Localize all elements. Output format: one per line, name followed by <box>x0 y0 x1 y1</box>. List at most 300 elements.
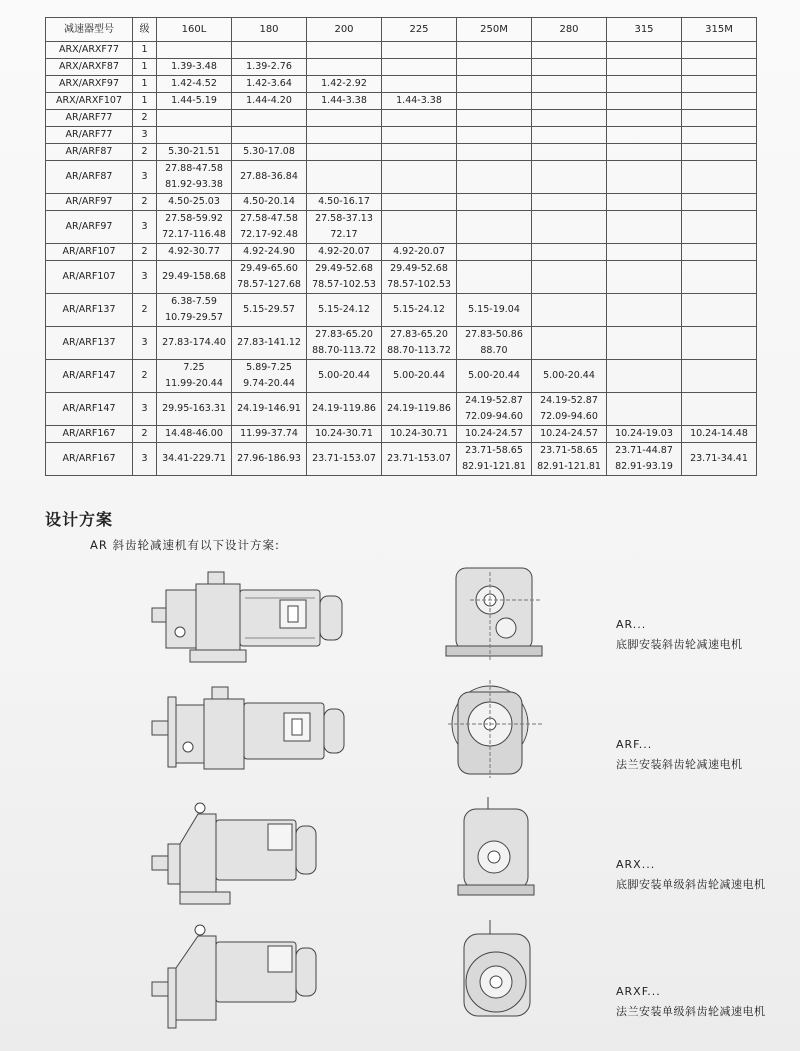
ratio-value: 72.17-92.48 <box>240 229 298 240</box>
ratio-cell <box>307 426 382 443</box>
ratio-cell <box>382 393 457 426</box>
ratio-cell <box>532 443 607 476</box>
ratio-value: 5.89-7.25 <box>246 362 292 373</box>
ratio-cell <box>532 161 607 194</box>
stage-cell: 3 <box>133 327 157 360</box>
ratio-cell <box>682 194 757 211</box>
table-row <box>46 59 757 76</box>
ratio-cell <box>307 144 382 161</box>
ratio-value: 10.24-24.57 <box>465 428 523 439</box>
ratio-cell <box>682 360 757 393</box>
ratio-cell <box>382 294 457 327</box>
ratio-cell <box>382 443 457 476</box>
table-row <box>46 360 757 393</box>
ratio-value: 72.09-94.60 <box>465 411 523 422</box>
column-header: 减速器型号 <box>46 18 133 42</box>
ratio-value: 29.49-158.68 <box>162 271 226 282</box>
ratio-value: 29.95-163.31 <box>162 403 226 414</box>
column-header: 225 <box>382 18 457 42</box>
ratio-cell <box>157 110 232 127</box>
ratio-value: 1.44-3.38 <box>321 95 367 106</box>
column-header: 200 <box>307 18 382 42</box>
ratio-cell <box>532 244 607 261</box>
ratio-cell <box>157 426 232 443</box>
model-cell: ARX/ARXF77 <box>46 42 133 59</box>
ratio-value: 29.49-65.60 <box>240 263 298 274</box>
design-arx <box>616 858 766 892</box>
ratio-cell <box>607 76 682 93</box>
ratio-value: 5.15-24.12 <box>318 304 370 315</box>
ratio-cell <box>457 161 532 194</box>
ratio-cell <box>532 194 607 211</box>
ratio-value: 88.70-113.72 <box>387 345 451 356</box>
ratio-value: 78.57-127.68 <box>237 279 301 290</box>
ratio-value: 88.70-113.72 <box>312 345 376 356</box>
ratio-cell <box>157 76 232 93</box>
ratio-cell <box>532 59 607 76</box>
ratio-cell <box>682 443 757 476</box>
column-header: 160L <box>157 18 232 42</box>
ratio-cell <box>382 327 457 360</box>
ratio-cell <box>382 127 457 144</box>
ratio-cell <box>607 161 682 194</box>
stage-cell: 2 <box>133 294 157 327</box>
ratio-value: 23.71-34.41 <box>690 453 748 464</box>
ratio-cell <box>157 327 232 360</box>
model-cell: AR/ARF137 <box>46 327 133 360</box>
ratio-table <box>45 17 757 476</box>
ratio-cell <box>382 360 457 393</box>
ratio-cell <box>682 393 757 426</box>
ratio-cell <box>382 211 457 244</box>
arf-flange-motor-drawing <box>150 685 350 785</box>
model-cell: ARX/ARXF87 <box>46 59 133 76</box>
ratio-cell <box>232 42 307 59</box>
ratio-cell <box>457 327 532 360</box>
ratio-value: 10.24-30.71 <box>390 428 448 439</box>
arxf-flange-motor-drawing <box>150 920 350 1035</box>
ratio-value: 82.91-93.19 <box>615 461 673 472</box>
ratio-value: 23.71-58.65 <box>465 445 523 456</box>
stage-cell: 2 <box>133 244 157 261</box>
ratio-cell <box>607 393 682 426</box>
ratio-value: 29.49-52.68 <box>315 263 373 274</box>
ratio-cell <box>682 110 757 127</box>
ratio-value: 78.57-102.53 <box>387 279 451 290</box>
ratio-value: 4.92-20.07 <box>393 246 445 257</box>
ratio-value: 5.15-29.57 <box>243 304 295 315</box>
ratio-value: 27.88-47.58 <box>165 163 223 174</box>
ratio-value: 5.00-20.44 <box>318 370 370 381</box>
ratio-cell <box>382 161 457 194</box>
ratio-value: 82.91-121.81 <box>462 461 526 472</box>
column-header: 250M <box>457 18 532 42</box>
ratio-cell <box>607 194 682 211</box>
ratio-cell <box>307 42 382 59</box>
ratio-value: 72.09-94.60 <box>540 411 598 422</box>
ratio-cell <box>532 110 607 127</box>
ratio-value: 88.70 <box>480 345 508 356</box>
ar-foot-motor-drawing <box>150 570 350 670</box>
ratio-cell <box>232 261 307 294</box>
ratio-cell <box>157 127 232 144</box>
ratio-cell <box>532 93 607 110</box>
ratio-cell <box>607 360 682 393</box>
ratio-cell <box>532 393 607 426</box>
design-arf <box>616 738 743 772</box>
ratio-value: 1.44-5.19 <box>171 95 217 106</box>
ratio-cell <box>682 127 757 144</box>
ratio-cell <box>682 261 757 294</box>
table-header-row <box>46 18 757 42</box>
ratio-cell <box>532 327 607 360</box>
ratio-cell <box>532 426 607 443</box>
ratio-cell <box>457 393 532 426</box>
ratio-cell <box>457 93 532 110</box>
ratio-cell <box>682 42 757 59</box>
design-name: 底脚安装斜齿轮减速电机 <box>616 638 743 651</box>
ratio-cell <box>607 426 682 443</box>
ratio-value: 10.24-19.03 <box>615 428 673 439</box>
ratio-cell <box>232 93 307 110</box>
ratio-cell <box>457 110 532 127</box>
ratio-value: 72.17-116.48 <box>162 229 226 240</box>
model-cell: AR/ARF97 <box>46 211 133 244</box>
ratio-value: 1.44-4.20 <box>246 95 292 106</box>
ratio-value: 5.00-20.44 <box>393 370 445 381</box>
stage-cell: 1 <box>133 42 157 59</box>
ratio-cell <box>307 211 382 244</box>
design-name: 法兰安装单级斜齿轮减速电机 <box>616 1005 766 1018</box>
ratio-value: 7.25 <box>183 362 205 373</box>
ratio-value: 29.49-52.68 <box>390 263 448 274</box>
ratio-cell <box>157 211 232 244</box>
ratio-cell <box>232 360 307 393</box>
ratio-cell <box>232 211 307 244</box>
stage-cell: 2 <box>133 194 157 211</box>
table-row <box>46 161 757 194</box>
ratio-cell <box>157 443 232 476</box>
ratio-cell <box>232 76 307 93</box>
table-row <box>46 244 757 261</box>
ratio-value: 27.83-174.40 <box>162 337 226 348</box>
model-cell: AR/ARF107 <box>46 261 133 294</box>
ratio-value: 1.44-3.38 <box>396 95 442 106</box>
stage-cell: 2 <box>133 426 157 443</box>
ratio-cell <box>382 93 457 110</box>
ratio-cell <box>607 93 682 110</box>
table-row <box>46 42 757 59</box>
ratio-cell <box>157 294 232 327</box>
ratio-cell <box>157 244 232 261</box>
ratio-value: 27.58-47.58 <box>240 213 298 224</box>
design-ar <box>616 618 743 652</box>
table-row <box>46 144 757 161</box>
ratio-cell <box>607 59 682 76</box>
ratio-cell <box>607 443 682 476</box>
ratio-cell <box>682 93 757 110</box>
ratio-cell <box>682 327 757 360</box>
model-cell: AR/ARF107 <box>46 244 133 261</box>
table-row <box>46 261 757 294</box>
ratio-value: 27.83-65.20 <box>315 329 373 340</box>
ratio-cell <box>232 59 307 76</box>
ratio-value: 27.96-186.93 <box>237 453 301 464</box>
ratio-cell <box>457 42 532 59</box>
ratio-cell <box>232 426 307 443</box>
ratio-value: 27.83-65.20 <box>390 329 448 340</box>
ratio-value: 23.71-153.07 <box>387 453 451 464</box>
ratio-cell <box>457 294 532 327</box>
ratio-value: 23.71-44.87 <box>615 445 673 456</box>
ratio-cell <box>307 294 382 327</box>
ratio-value: 1.39-2.76 <box>246 61 292 72</box>
stage-cell: 2 <box>133 110 157 127</box>
ratio-cell <box>607 327 682 360</box>
ratio-cell <box>532 127 607 144</box>
ratio-cell <box>382 194 457 211</box>
ratio-cell <box>307 161 382 194</box>
ratio-cell <box>682 211 757 244</box>
ratio-value: 81.92-93.38 <box>165 179 223 190</box>
ratio-value: 5.30-21.51 <box>168 146 220 157</box>
stage-cell: 1 <box>133 76 157 93</box>
ratio-cell <box>607 261 682 294</box>
table-row <box>46 93 757 110</box>
model-cell: AR/ARF147 <box>46 360 133 393</box>
ratio-cell <box>607 42 682 59</box>
stage-cell: 3 <box>133 211 157 244</box>
ratio-cell <box>532 294 607 327</box>
model-cell: AR/ARF87 <box>46 144 133 161</box>
ratio-cell <box>682 161 757 194</box>
ratio-cell <box>607 144 682 161</box>
stage-cell: 3 <box>133 261 157 294</box>
ratio-value: 4.50-20.14 <box>243 196 295 207</box>
ratio-cell <box>382 244 457 261</box>
ratio-value: 4.92-30.77 <box>168 246 220 257</box>
ratio-cell <box>307 327 382 360</box>
ratio-cell <box>457 261 532 294</box>
ratio-cell <box>532 76 607 93</box>
column-header: 315 <box>607 18 682 42</box>
ratio-value: 23.71-153.07 <box>312 453 376 464</box>
ratio-cell <box>532 211 607 244</box>
ratio-cell <box>232 327 307 360</box>
column-header: 180 <box>232 18 307 42</box>
ratio-cell <box>307 393 382 426</box>
ratio-cell <box>232 443 307 476</box>
ratio-cell <box>682 76 757 93</box>
section-subtitle: AR 斜齿轮减速机有以下设计方案: <box>90 538 280 552</box>
ratio-cell <box>457 76 532 93</box>
ratio-cell <box>307 59 382 76</box>
table-row <box>46 127 757 144</box>
stage-cell: 2 <box>133 144 157 161</box>
ratio-value: 27.58-37.13 <box>315 213 373 224</box>
stage-cell: 1 <box>133 93 157 110</box>
ratio-cell <box>307 110 382 127</box>
stage-cell: 1 <box>133 59 157 76</box>
ratio-value: 82.91-121.81 <box>537 461 601 472</box>
stage-cell: 3 <box>133 443 157 476</box>
stage-cell: 2 <box>133 360 157 393</box>
ratio-cell <box>157 144 232 161</box>
design-name: 底脚安装单级斜齿轮减速电机 <box>616 878 766 891</box>
ratio-cell <box>457 244 532 261</box>
model-cell: AR/ARF137 <box>46 294 133 327</box>
ratio-cell <box>232 244 307 261</box>
design-code: ARF... <box>616 738 653 751</box>
ratio-cell <box>157 161 232 194</box>
ratio-value: 1.42-4.52 <box>171 78 217 89</box>
design-code: ARX... <box>616 858 656 871</box>
ratio-value: 10.79-29.57 <box>165 312 223 323</box>
ratio-value: 24.19-119.86 <box>387 403 451 414</box>
ratio-cell <box>157 360 232 393</box>
ratio-cell <box>232 294 307 327</box>
ratio-cell <box>682 294 757 327</box>
model-cell: AR/ARF77 <box>46 110 133 127</box>
ratio-cell <box>232 110 307 127</box>
model-cell: AR/ARF167 <box>46 426 133 443</box>
ratio-cell <box>607 110 682 127</box>
ratio-value: 23.71-58.65 <box>540 445 598 456</box>
ratio-value: 78.57-102.53 <box>312 279 376 290</box>
ratio-value: 10.24-24.57 <box>540 428 598 439</box>
ratio-value: 4.92-20.07 <box>318 246 370 257</box>
ratio-value: 27.83-141.12 <box>237 337 301 348</box>
ratio-value: 4.92-24.90 <box>243 246 295 257</box>
ar-front-view-drawing <box>440 562 550 662</box>
column-header: 级 <box>133 18 157 42</box>
ratio-value: 4.50-16.17 <box>318 196 370 207</box>
stage-cell: 3 <box>133 127 157 144</box>
ratio-cell <box>532 42 607 59</box>
ratio-cell <box>307 261 382 294</box>
model-cell: AR/ARF167 <box>46 443 133 476</box>
column-header: 315M <box>682 18 757 42</box>
stage-cell: 3 <box>133 393 157 426</box>
ratio-value: 72.17 <box>330 229 358 240</box>
ratio-value: 27.83-50.86 <box>465 329 523 340</box>
ratio-cell <box>682 244 757 261</box>
table-row <box>46 443 757 476</box>
design-code: AR... <box>616 618 647 631</box>
model-cell: AR/ARF87 <box>46 161 133 194</box>
ratio-cell <box>457 59 532 76</box>
ratio-value: 9.74-20.44 <box>243 378 295 389</box>
ratio-cell <box>457 211 532 244</box>
ratio-value: 1.42-2.92 <box>321 78 367 89</box>
ratio-cell <box>157 93 232 110</box>
ratio-cell <box>607 244 682 261</box>
ratio-cell <box>232 144 307 161</box>
ratio-cell <box>607 211 682 244</box>
ratio-value: 11.99-37.74 <box>240 428 298 439</box>
ratio-value: 34.41-229.71 <box>162 453 226 464</box>
model-cell: AR/ARF147 <box>46 393 133 426</box>
ratio-value: 10.24-30.71 <box>315 428 373 439</box>
ratio-cell <box>457 443 532 476</box>
table-row <box>46 194 757 211</box>
ratio-cell <box>157 59 232 76</box>
ratio-cell <box>307 93 382 110</box>
ratio-cell <box>532 144 607 161</box>
ratio-cell <box>307 76 382 93</box>
ratio-cell <box>682 144 757 161</box>
ratio-cell <box>607 127 682 144</box>
ratio-cell <box>232 161 307 194</box>
ratio-cell <box>682 426 757 443</box>
table-row <box>46 76 757 93</box>
ratio-value: 10.24-14.48 <box>690 428 748 439</box>
ratio-value: 1.42-3.64 <box>246 78 292 89</box>
ratio-cell <box>157 42 232 59</box>
ratio-value: 5.15-19.04 <box>468 304 520 315</box>
ratio-cell <box>232 194 307 211</box>
ratio-cell <box>382 110 457 127</box>
ratio-cell <box>532 261 607 294</box>
table-row <box>46 211 757 244</box>
ratio-cell <box>307 194 382 211</box>
ratio-cell <box>307 244 382 261</box>
ratio-cell <box>382 261 457 294</box>
ratio-value: 24.19-119.86 <box>312 403 376 414</box>
design-code: ARXF... <box>616 985 661 998</box>
ratio-value: 24.19-146.91 <box>237 403 301 414</box>
model-cell: AR/ARF97 <box>46 194 133 211</box>
arxf-front-view-drawing <box>450 918 550 1033</box>
table-row <box>46 327 757 360</box>
ratio-cell <box>157 261 232 294</box>
arf-front-view-drawing <box>440 678 550 788</box>
model-cell: AR/ARF77 <box>46 127 133 144</box>
ratio-cell <box>457 127 532 144</box>
model-cell: ARX/ARXF97 <box>46 76 133 93</box>
ratio-value: 27.88-36.84 <box>240 171 298 182</box>
ratio-value: 6.38-7.59 <box>171 296 217 307</box>
table-row <box>46 393 757 426</box>
ratio-value: 1.39-3.48 <box>171 61 217 72</box>
ratio-value: 24.19-52.87 <box>540 395 598 406</box>
table-row <box>46 294 757 327</box>
section-title: 设计方案 <box>45 510 114 529</box>
ratio-cell <box>232 127 307 144</box>
ratio-value: 4.50-25.03 <box>168 196 220 207</box>
arx-front-view-drawing <box>450 795 550 905</box>
ratio-value: 5.30-17.08 <box>243 146 295 157</box>
ratio-cell <box>457 144 532 161</box>
ratio-cell <box>382 426 457 443</box>
stage-cell: 3 <box>133 161 157 194</box>
ratio-cell <box>607 294 682 327</box>
ratio-value: 5.00-20.44 <box>468 370 520 381</box>
ratio-value: 11.99-20.44 <box>165 378 223 389</box>
ratio-cell <box>457 194 532 211</box>
ratio-cell <box>307 127 382 144</box>
arx-foot-motor-drawing <box>150 800 350 910</box>
table-row <box>46 426 757 443</box>
ratio-cell <box>382 59 457 76</box>
design-arxf <box>616 985 766 1019</box>
ratio-value: 14.48-46.00 <box>165 428 223 439</box>
ratio-cell <box>457 360 532 393</box>
ratio-cell <box>382 144 457 161</box>
ratio-cell <box>457 426 532 443</box>
model-cell: ARX/ARXF107 <box>46 93 133 110</box>
ratio-cell <box>307 360 382 393</box>
